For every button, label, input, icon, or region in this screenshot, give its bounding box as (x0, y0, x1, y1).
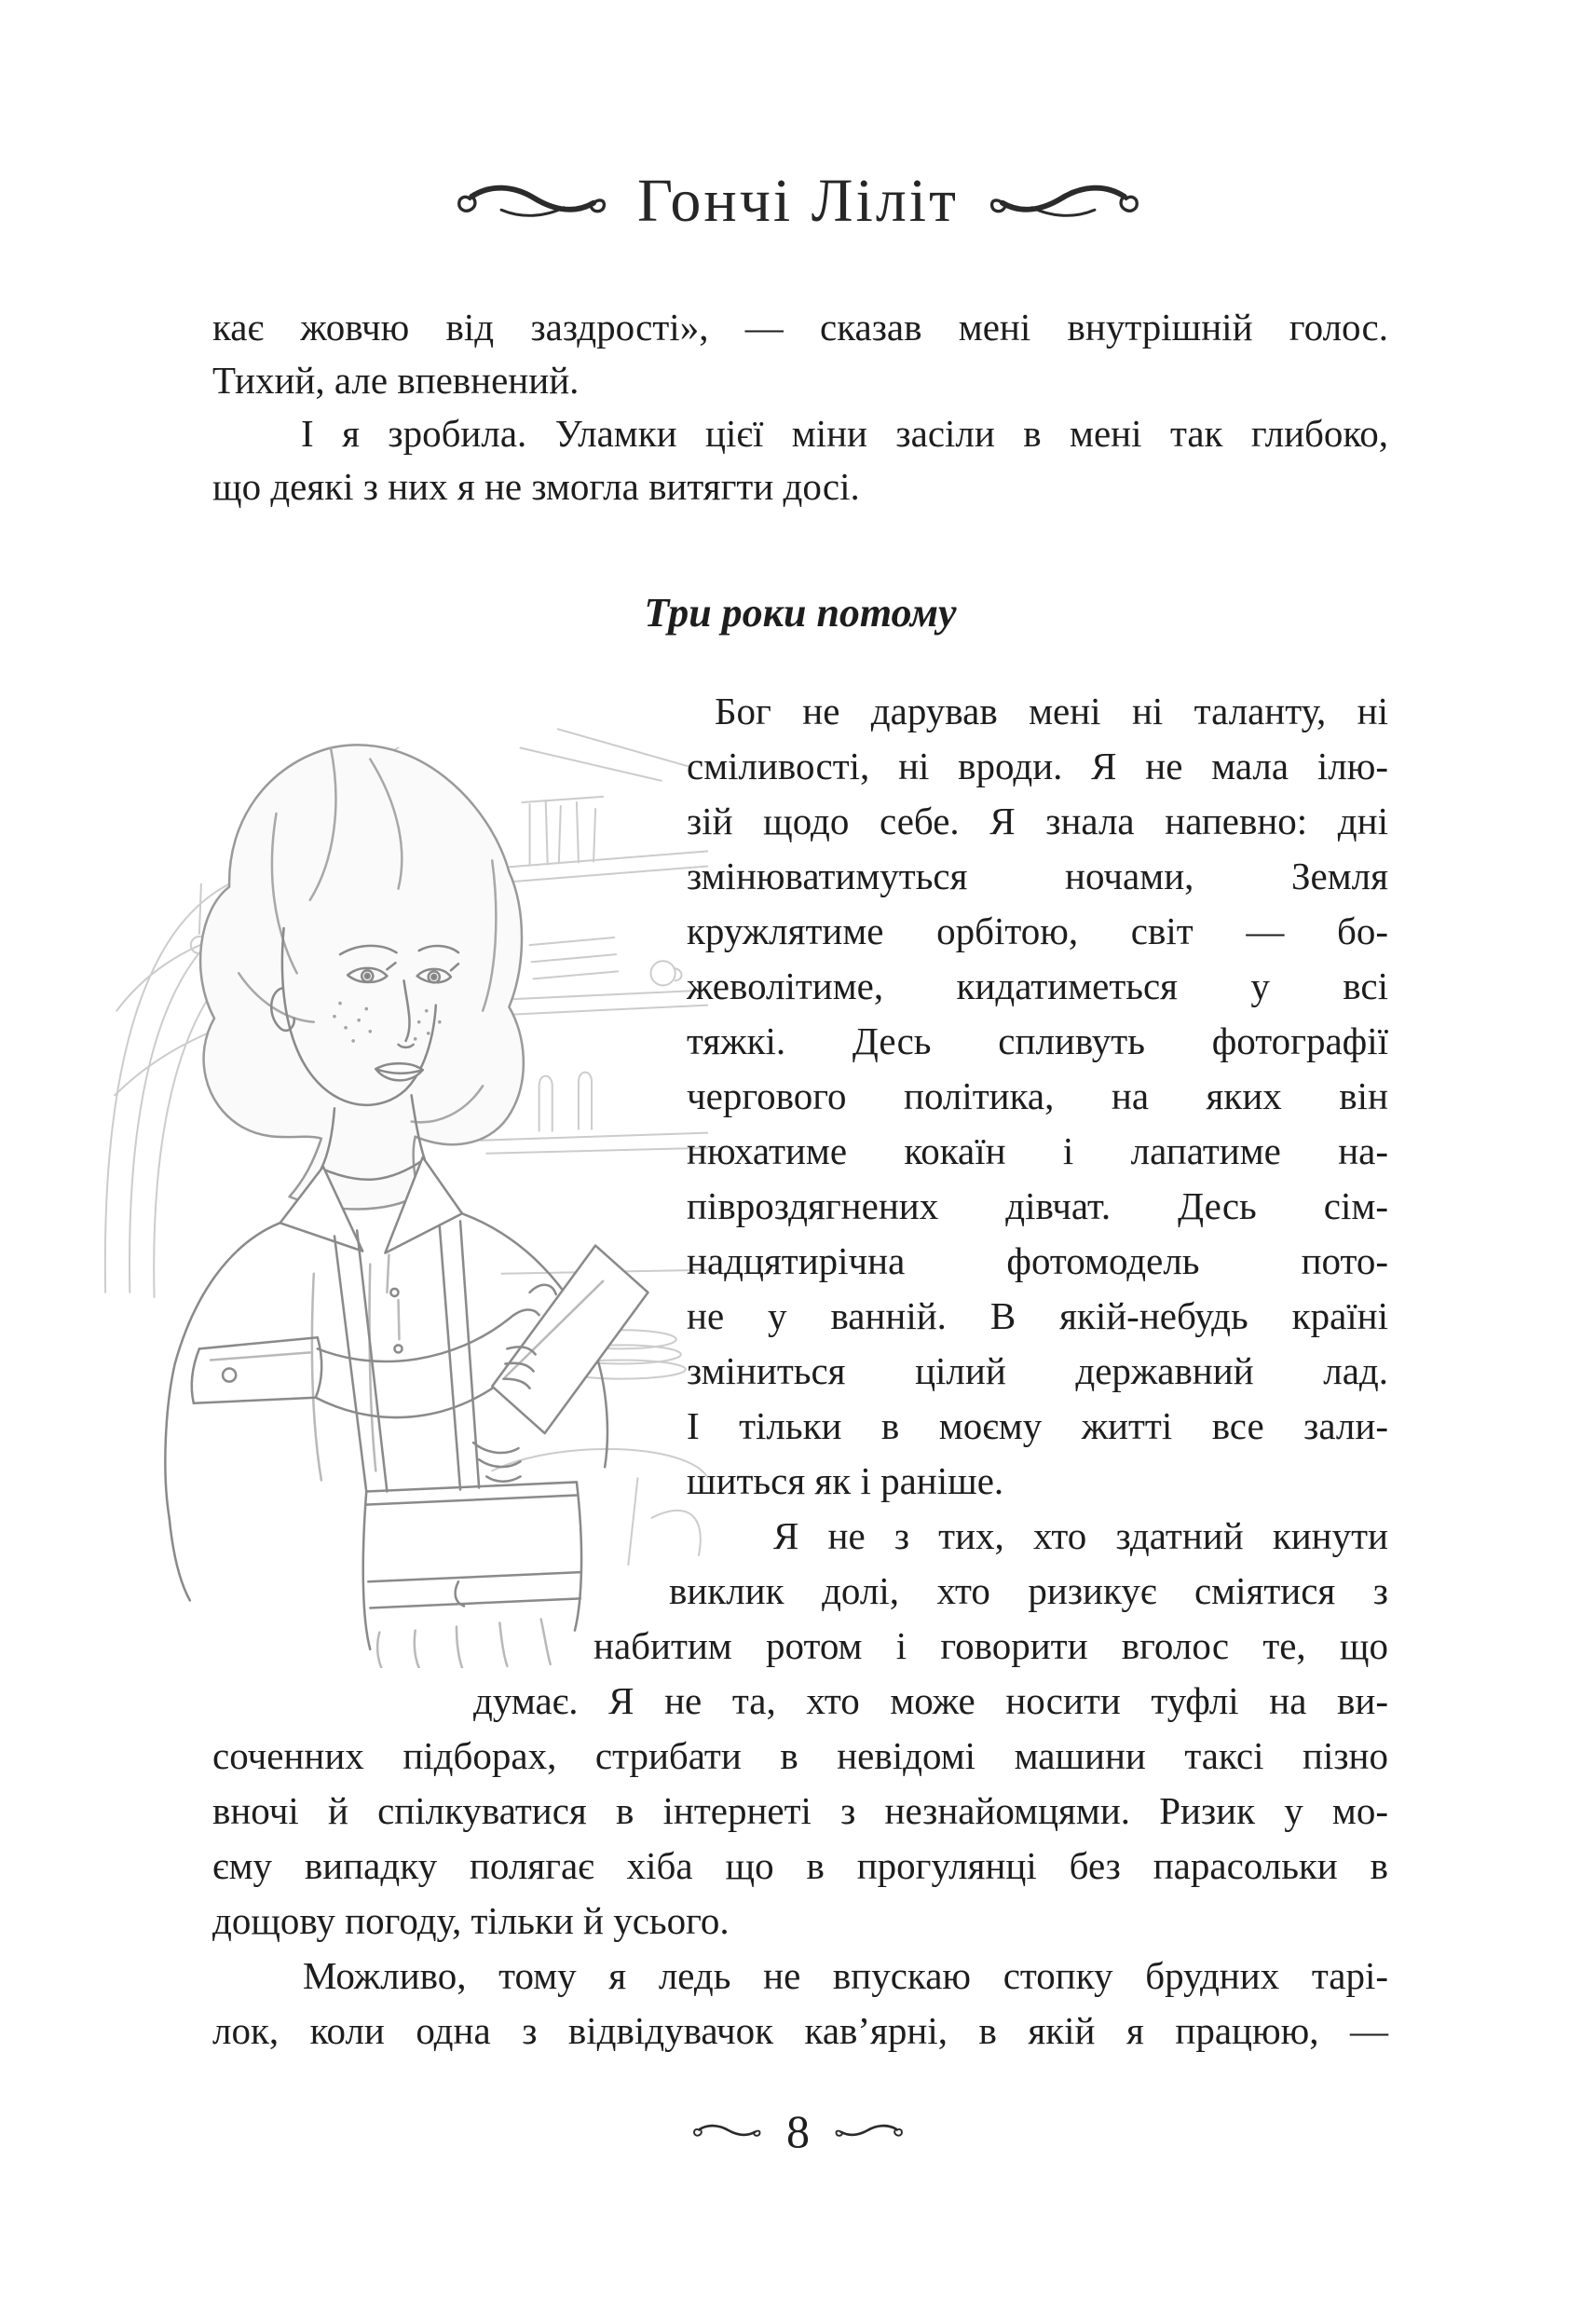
text-line: зміниться цілий державний лад. (687, 1349, 1388, 1392)
text-line: сміливості, ні вроди. Я не мала ілю- (687, 745, 1388, 787)
text-line: Тихий, але впевнений. (212, 359, 580, 402)
text-line: Я не з тих, хто здатний кинути (773, 1514, 1388, 1557)
section-subtitle: Три роки потому (644, 590, 957, 636)
text-line: Можливо, тому я ледь не впускаю стопку брудних тарі- (303, 1954, 1388, 1997)
text-line: півроздягнених дівчат. Десь сім- (687, 1184, 1388, 1227)
text-line: набитим ротом і говорити вголос те, що (593, 1624, 1388, 1667)
text-line: шиться як і раніше. (687, 1459, 1004, 1502)
page-number: 8 (786, 2105, 810, 2157)
text-line: виклик долі, хто ризикує сміятися з (669, 1569, 1388, 1612)
flourish-left-icon (453, 175, 609, 227)
text-line: надцятирічна фотомодель пото- (687, 1239, 1388, 1282)
text-line: кружлятиме орбітою, світ — бо- (687, 910, 1388, 952)
footer-flourish-left-icon (691, 2119, 762, 2143)
woman-figure-sketch (165, 745, 648, 1668)
text-line: єму випадку полягає хіба що в прогулянці без парасольки в (212, 1844, 1388, 1887)
text-line: зій щодо себе. Я знала напевно: дні (687, 800, 1388, 842)
text-line: змінюватимуться ночами, Земля (687, 855, 1388, 897)
text-line: І тільки в моєму житті все зали- (687, 1404, 1388, 1447)
text-line: І я зробила. Уламки цієї міни засіли в мені так глибоко, (301, 412, 1388, 455)
footer-flourish-right-icon (834, 2119, 905, 2143)
flourish-right-icon (987, 175, 1143, 227)
text-line: Бог не дарував мені ні таланту, ні (715, 690, 1388, 732)
page-footer (0, 2104, 1596, 2158)
text-line: соченних підборах, стрибати в невідомі машини таксі пізно (212, 1734, 1388, 1777)
text-line: лок, коли одна з відвідувачок кав’ярні, в якій я працюю, — (212, 2009, 1388, 2052)
text-line: тяжкі. Десь спливуть фотографії (687, 1019, 1388, 1062)
text-line: думає. Я не та, хто може носити туфлі на ви- (473, 1679, 1388, 1722)
text-line: що деякі з них я не змогла витягти досі. (212, 465, 860, 508)
text-line: вночі й спілкуватися в інтернеті з незнайомцями. Ризик у мо- (212, 1789, 1388, 1832)
girl-illustration (89, 691, 708, 1668)
text-line: нюхатиме кокаїн і лапатиме на- (687, 1129, 1388, 1172)
text-line: чергового політика, на яких він (687, 1074, 1388, 1117)
running-header (0, 166, 1596, 237)
text-line: жеволітиме, кидатиметься у всі (687, 964, 1388, 1007)
text-line: не у ванній. В якій-небудь країні (687, 1294, 1388, 1337)
page-title: Гончі Ліліт (637, 167, 959, 235)
text-line: дощову погоду, тільки й усього. (212, 1899, 730, 1942)
text-line: кає жовчю від заздрості», — сказав мені внутрішній голос. (212, 306, 1388, 349)
